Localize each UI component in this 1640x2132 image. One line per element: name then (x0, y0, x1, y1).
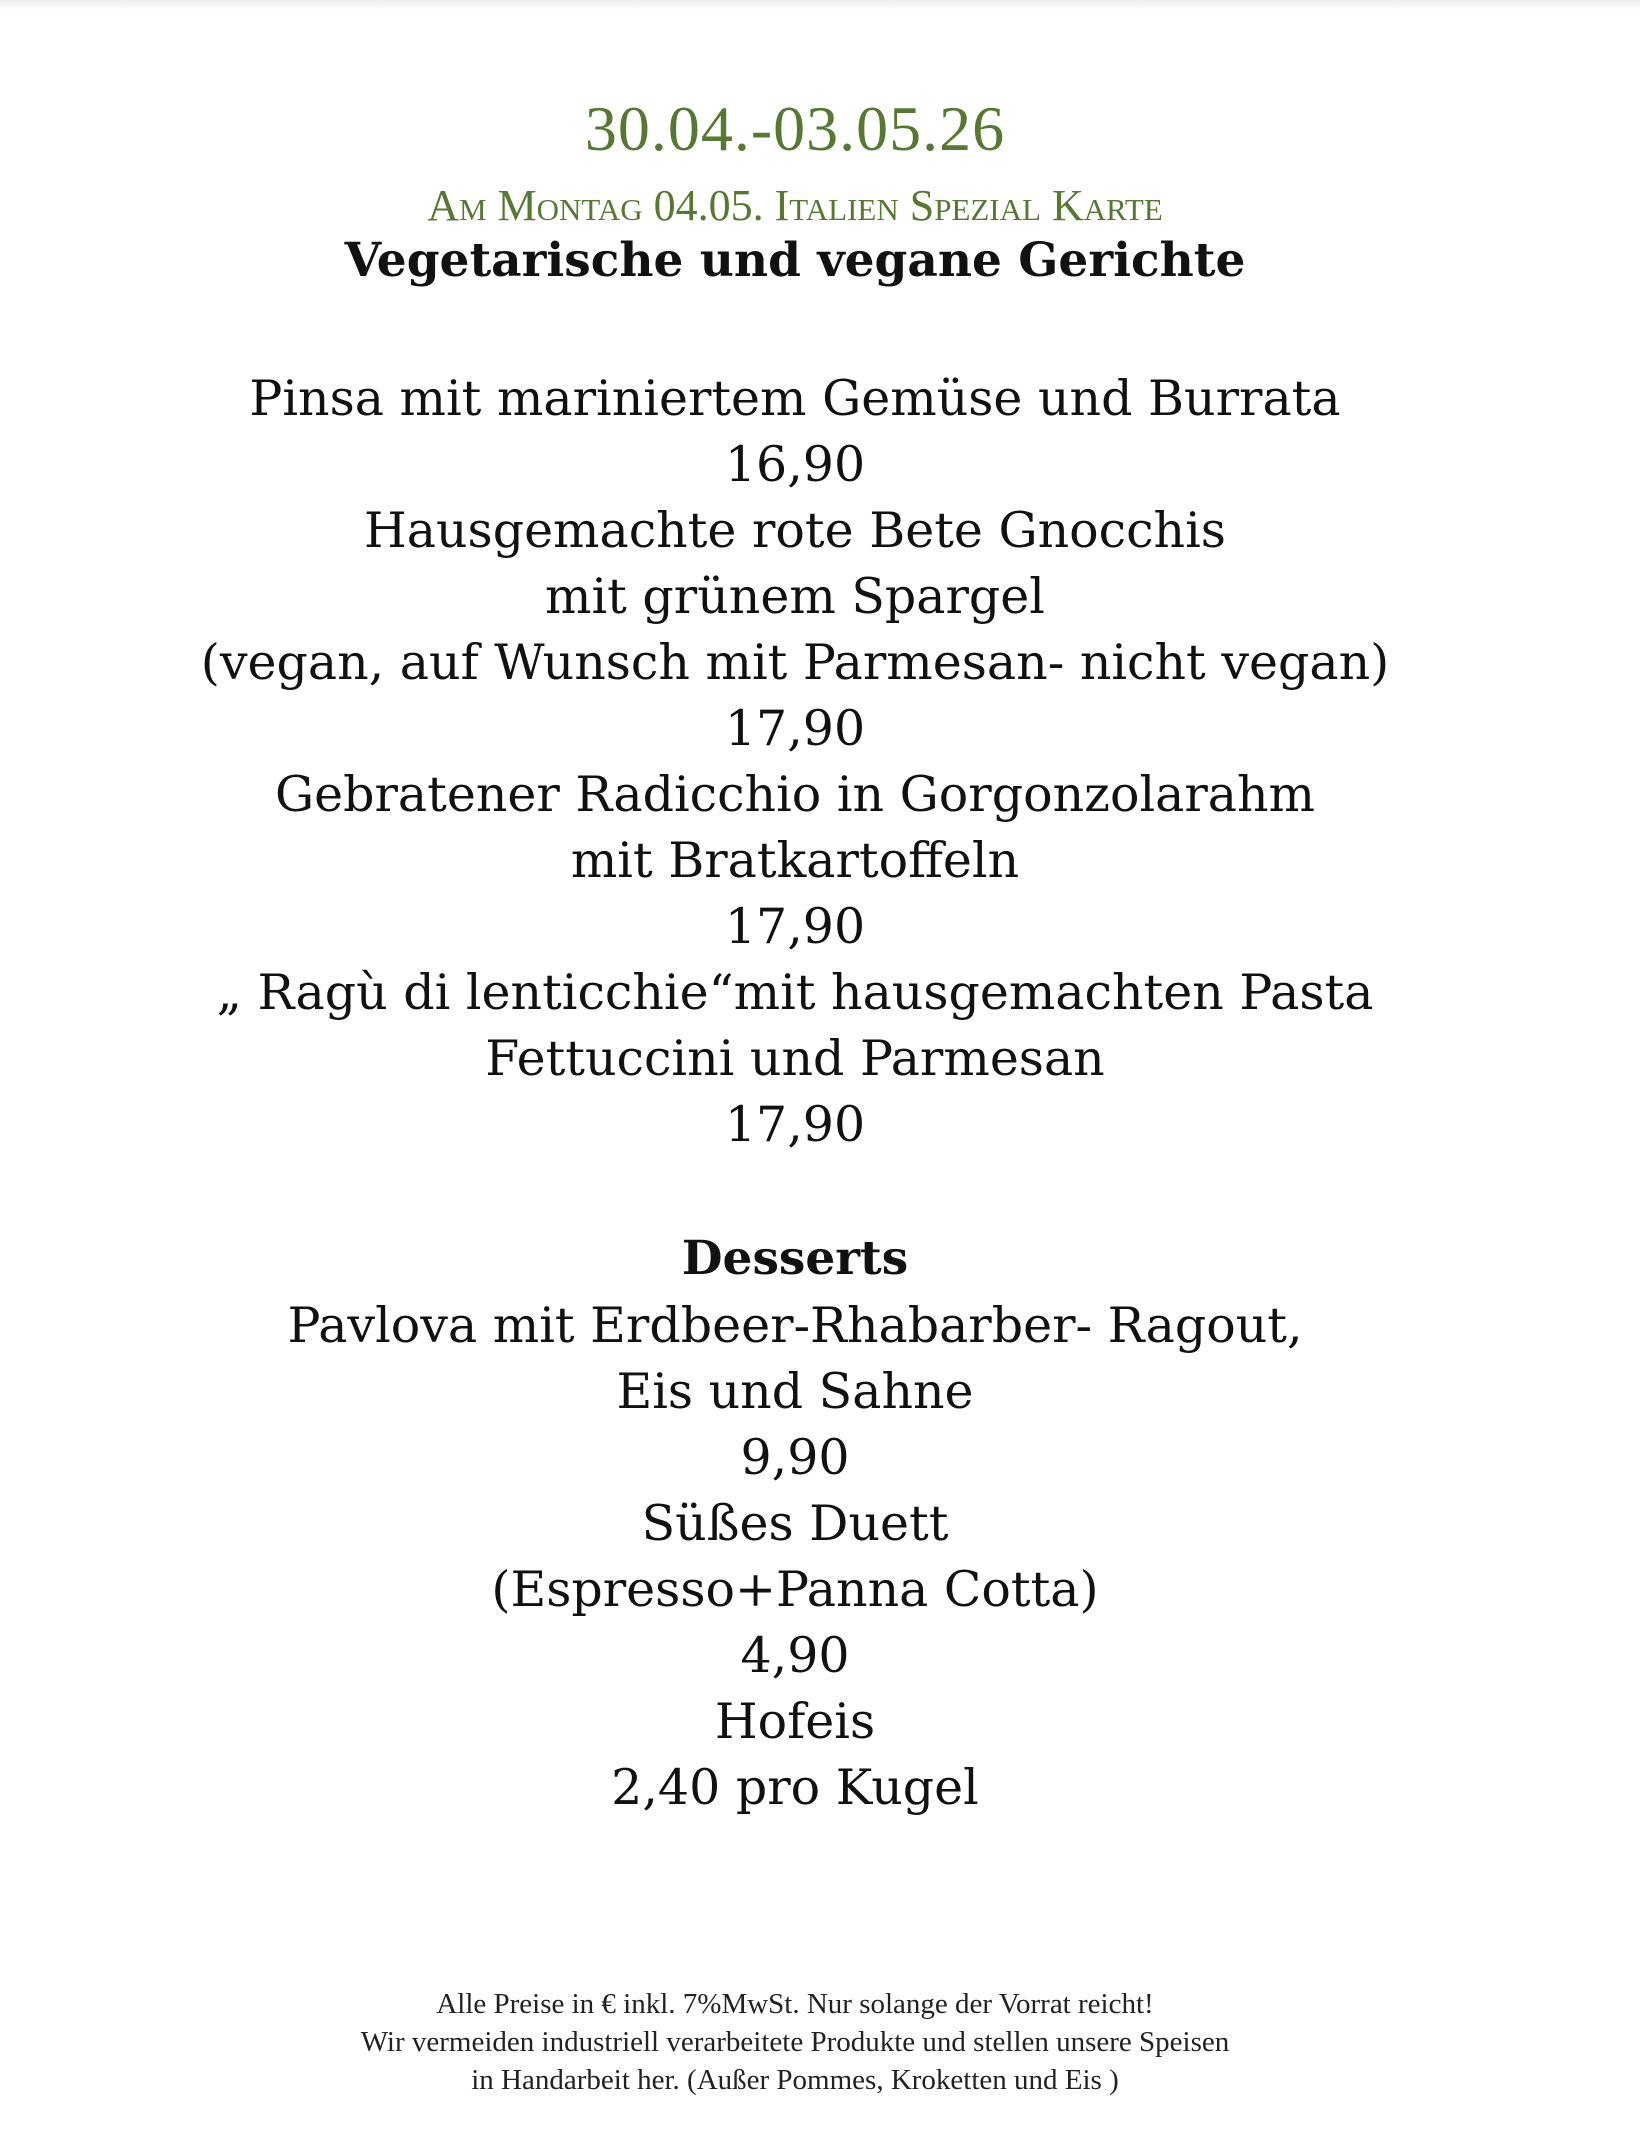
dish-price: 4,90 (740, 1627, 850, 1684)
dish-description: (Espresso+Panna Cotta) (491, 1561, 1099, 1618)
dish-description: mit grünem Spargel (545, 568, 1045, 625)
special-menu-notice: Am Montag 04.05. Italien Spezial Karte (427, 181, 1163, 230)
menu-item (0, 960, 1590, 1158)
dish-price: 9,90 (740, 1429, 850, 1486)
menu-item (0, 366, 1590, 498)
menu-item (0, 498, 1590, 762)
dish-name: Gebratener Radicchio in Gorgonzolarahm (274, 766, 1315, 823)
dish-name: Pavlova mit Erdbeer-Rhabarber- Ragout, (287, 1297, 1303, 1354)
footer-line: Wir vermeiden industriell verarbeitete Produkte und stellen unsere Speisen (360, 2026, 1230, 2058)
dish-description: mit Bratkartoffeln (570, 832, 1020, 889)
top-edge-shadow (0, 0, 1640, 10)
menu-item (0, 1689, 1590, 1821)
dish-note: (vegan, auf Wunsch mit Parmesan- nicht vegan) (200, 634, 1390, 691)
dish-price: 17,90 (724, 700, 866, 757)
dish-price: 17,90 (724, 898, 866, 955)
dish-name: „ Ragù di lenticchie“mit hausgemachten Pasta (216, 964, 1374, 1021)
dish-price: 17,90 (724, 1096, 866, 1153)
dessert-section-title: Desserts (681, 1231, 909, 1286)
dish-price: 2,40 pro Kugel (611, 1759, 979, 1816)
dish-name: Hausgemachte rote Bete Gnocchis (364, 502, 1226, 559)
dish-name: Hofeis (714, 1693, 876, 1750)
menu-item (0, 762, 1590, 960)
footer-line: in Handarbeit her. (Außer Pommes, Kroketten und Eis ) (471, 2064, 1119, 2096)
vegetarian-section-title: Vegetarische und vegane Gerichte (344, 233, 1246, 288)
dish-description: Eis und Sahne (616, 1363, 974, 1420)
dish-description: Fettuccini und Parmesan (485, 1030, 1105, 1087)
menu-item (0, 1491, 1590, 1689)
dish-name: Pinsa mit mariniertem Gemüse und Burrata (249, 370, 1341, 427)
dish-name: Süßes Duett (641, 1495, 949, 1552)
footer-note (0, 1985, 1590, 2099)
menu-item (0, 1293, 1590, 1491)
date-range: 30.04.-03.05.26 (584, 93, 1006, 164)
vegetarian-dish-list (0, 366, 1590, 1158)
dessert-list (0, 1293, 1590, 1821)
dish-price: 16,90 (724, 436, 866, 493)
footer-line: Alle Preise in € inkl. 7%MwSt. Nur solange der Vorrat reicht! (436, 1988, 1154, 2020)
